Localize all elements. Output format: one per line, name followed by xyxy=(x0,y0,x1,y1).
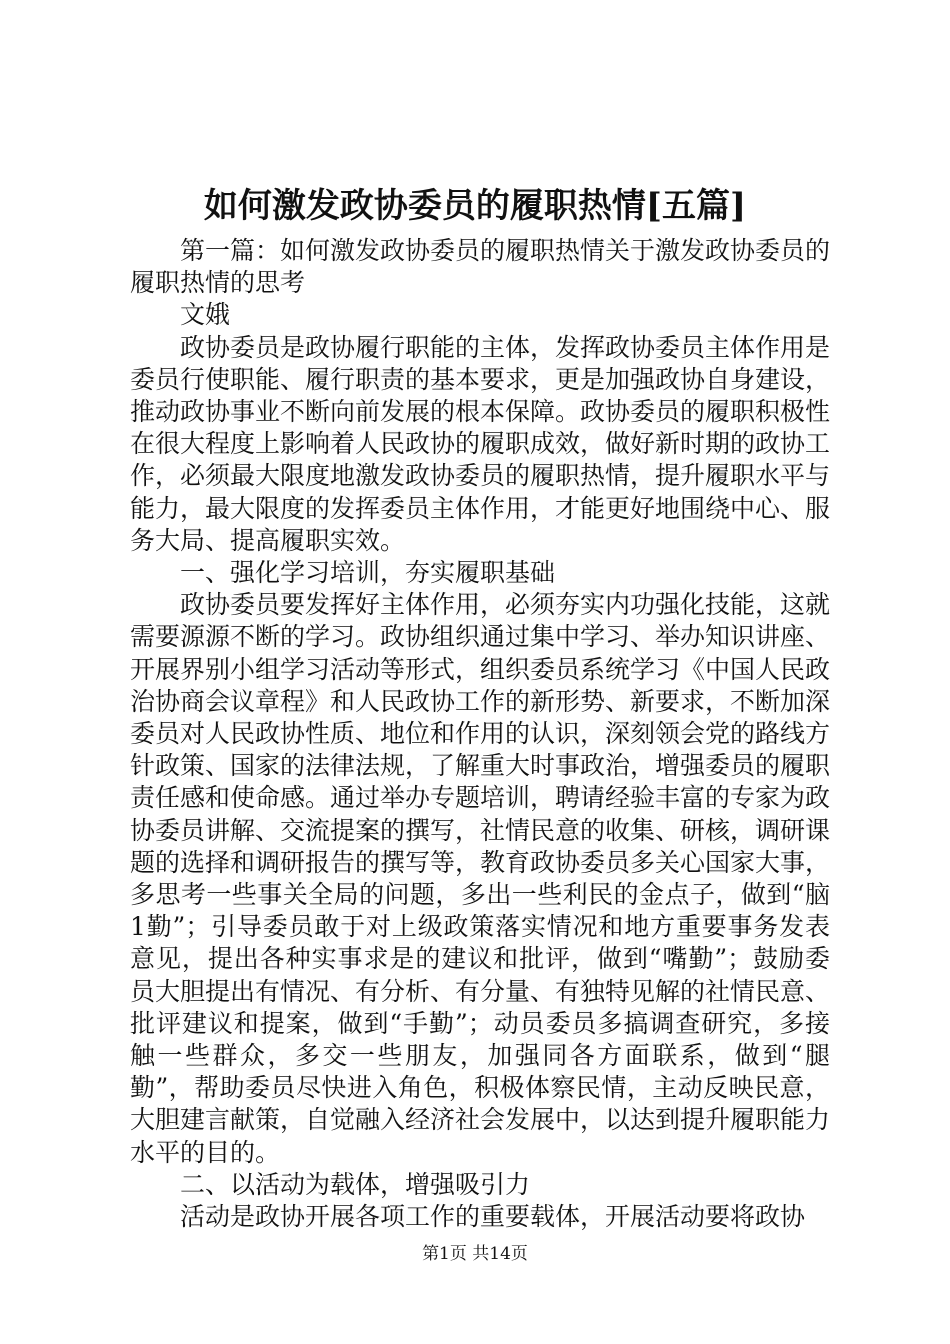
paragraph-author: 文娥 xyxy=(180,300,231,330)
page-footer: 第1页 共14页 xyxy=(422,1244,528,1264)
paragraph-section-1: 政协委员要发挥好主体作用，必须夯实内功强化技能，这就需要源源不断的学习。政协组织通过集中学习、举办知识讲座、开展界别小组学习活动等形式，组织委员系统学习《中国人民政治协商会议章程》和人民政协工作的新形势、新要求，不断加深委员对人民政协性质、地位和作用的认识，深刻领会党的路线方针政策、国家的法律法规，了解重大时事政治，增强委员的履职责任感和使命感。通过举办专题培训，聘请经验丰富的专家为政协委员讲解、交流提案的撰写，社情民意的收集、研核，调研课题的选择和调研报告的撰写等，教育政协委员多关心国家大事，多思考一些事关全局的问题，多出一些利民的金点子，做到“脑1勤”；引导委员敢于对上级政策落实情况和地方重要事务发表意见，提出各种实事求是的建议和批评，做到“嘴勤”；鼓励委员大胆提出有情况、有分析、有分量、有独特见解的社情民意、批评建议和提案，做到“手勤”；动员委员多搞调查研究，多接触一些群众，多交一些朋友，加强同各方面联系，做到“腿勤”，帮助委员尽快进入角色，积极体察民情，主动反映民意，大胆建言献策，自觉融入经济社会发展中，以达到提升履职能力水平的目的。 xyxy=(130,590,831,1167)
section-heading-1: 一、强化学习培训，夯实履职基础 xyxy=(180,558,556,588)
paragraph-subtitle: 第一篇：如何激发政协委员的履职热情关于激发政协委员的履职热情的思考 xyxy=(130,236,831,298)
paragraph-section-2: 活动是政协开展各项工作的重要载体，开展活动要将政协 xyxy=(180,1202,806,1232)
paragraph-intro: 政协委员是政协履行职能的主体，发挥政协委员主体作用是委员行使职能、履行职责的基本要求，更是加强政协自身建设，推动政协事业不断向前发展的根本保障。政协委员的履职积极性在很大程度上影响着人民政协的履职成效，做好新时期的政协工作，必须最大限度地激发政协委员的履职热情，提升履职水平与能力，最大限度的发挥委员主体作用，才能更好地围绕中心、服务大局、提高履职实效。 xyxy=(130,332,831,555)
document-title: 如何激发政协委员的履职热情[五篇] xyxy=(203,186,747,226)
section-heading-2: 二、以活动为载体，增强吸引力 xyxy=(180,1169,531,1199)
document-body xyxy=(130,235,830,1233)
